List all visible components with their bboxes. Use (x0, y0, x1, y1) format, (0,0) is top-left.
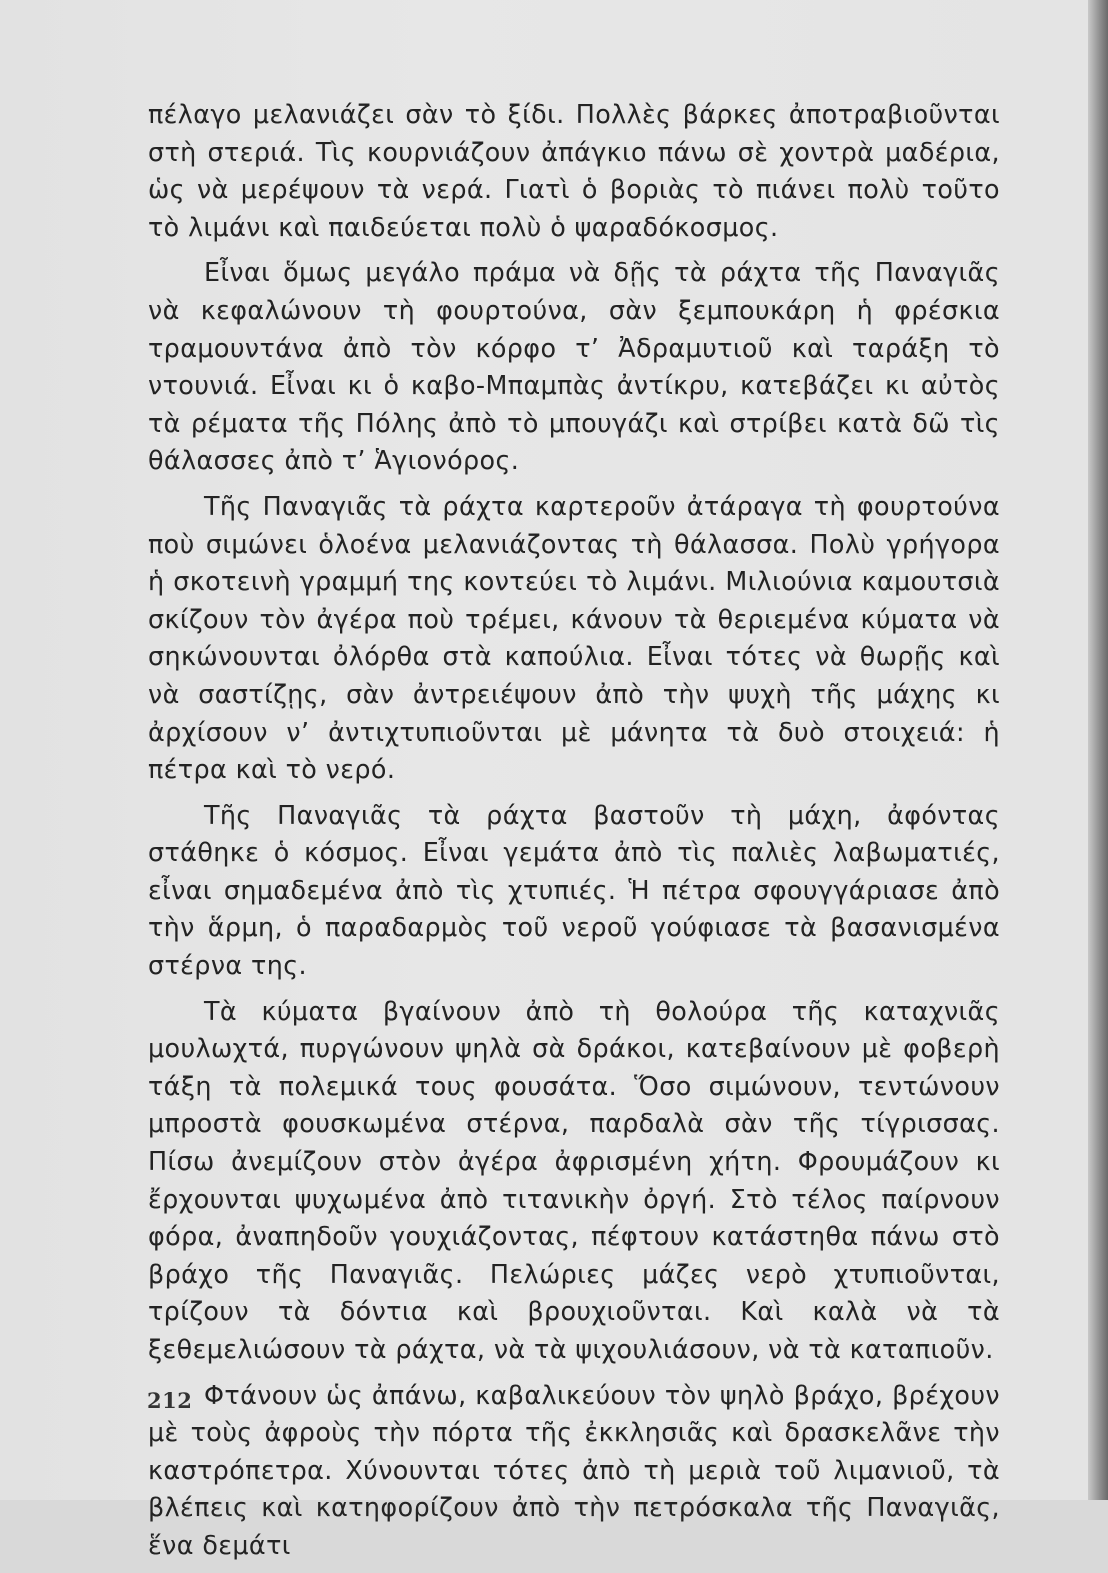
paragraph: Τὰ κύματα βγαίνουν ἀπὸ τὴ θολούρα τῆς καταχνιᾶς μουλωχτά, πυργώνουν ψηλὰ σὰ δράκοι, κατεβαίνουν μὲ φοβερὴ τάξη τὰ πολεμικά τους φουσάτα. Ὅσο σιμώνουν, τεντώνουν μπροστὰ φουσκωμένα στέρνα, παρδαλὰ σὰν τῆς τίγρισσας. Πίσω ἀνεμίζουν στὸν ἀγέρα ἀφρισμένη χήτη. Φρουμάζουν κι ἔρχουνται ψυχωμένα ἀπὸ τιτανικὴν ὀργή. Στὸ τέλος παίρνουν φόρα, ἀναπηδοῦν γουχιάζοντας, πέφτουν κατάστηθα πάνω στὸ βράχο τῆς Παναγιᾶς. Πελώριες μάζες νερὸ χτυπιοῦνται, τρίζουν τὰ δόντια καὶ βρουχιοῦνται. Καὶ καλὰ νὰ τὰ ξεθεμελιώσουν τὰ ράχτα, νὰ τὰ ψιχουλιάσουν, νὰ τὰ καταπιοῦν. (148, 995, 1000, 1364)
paragraph: πέλαγο μελανιάζει σὰν τὸ ξίδι. Πολλὲς βάρκες ἀποτραβιοῦνται στὴ στεριά. Τὶς κουρνιάζουν ἀπάγκιο πάνω σὲ χοντρὰ μαδέρια, ὡς νὰ μερέψουν τὰ νερά. Γιατὶ ὁ βοριὰς τὸ πιάνει πολὺ τοῦτο τὸ λιμάνι καὶ παιδεύεται πολὺ ὁ ψαραδόκοσμος. (148, 99, 1000, 242)
paragraph: Φτάνουν ὡς ἀπάνω, καβαλικεύουν τὸν ψηλὸ βράχο, βρέχουν μὲ τοὺς ἀφροὺς τὴν πόρτα τῆς ἐκκλησιᾶς καὶ δρασκελᾶνε τὴν καστρόπετρα. Χύνουνται τότες ἀπὸ τὴ μεριὰ τοῦ λιμανιοῦ, τὰ βλέπεις καὶ κατηφορίζουν ἀπὸ τὴν πετρόσκαλα τῆς Παναγιᾶς, ἕνα δεμάτι (148, 1379, 1000, 1560)
paragraph: Εἶναι ὅμως μεγάλο πράμα νὰ δῇς τὰ ράχτα τῆς Παναγιᾶς νὰ κεφαλώνουν τὴ φουρτούνα, σὰν ξεμπουκάρη ἡ φρέσκια τραμουντάνα ἀπὸ τὸν κόρφο τ’ Ἀδραμυτιοῦ καὶ ταράξη τὸ ντουνιά. Εἶναι κι ὁ καβο-Μπαμπὰς ἀντίκρυ, κατεβάζει κι αὐτὸς τὰ ρέματα τῆς Πόλης ἀπὸ τὸ μπουγάζι καὶ στρίβει κατὰ δῶ τὶς θάλασσες ἀπὸ τ’ Ἁγιονόρος. (148, 257, 1000, 476)
paragraph: Τῆς Παναγιᾶς τὰ ράχτα καρτεροῦν ἀτάραγα τὴ φουρτούνα ποὺ σιμώνει ὁλοένα μελανιάζοντας τὴ θάλασσα. Πολὺ γρήγορα ἡ σκοτεινὴ γραμμή της κοντεύει τὸ λιμάνι. Μιλιούνια καμουτσιὰ σκίζουν τὸν ἀγέρα ποὺ τρέμει, κάνουν τὰ θεριεμένα κύματα νὰ σηκώνουνται ὀλόρθα στὰ καπούλια. Εἶναι τότες νὰ θωρῇς καὶ νὰ σαστίζῃς, σὰν ἀντρειέψουν ἀπὸ τὴν ψυχὴ τῆς μάχης κι ἀρχίσουν ν’ ἀντιχτυπιοῦνται μὲ μάνητα τὰ δυὸ στοιχειά: ἡ πέτρα καὶ τὸ νερό. (148, 490, 1000, 785)
page-number: 212 (147, 1388, 193, 1413)
page-edge-shadow (1088, 0, 1108, 1500)
paragraph: Τῆς Παναγιᾶς τὰ ράχτα βαστοῦν τὴ μάχη, ἀφόντας στάθηκε ὁ κόσμος. Εἶναι γεμάτα ἀπὸ τὶς παλιὲς λαβωματιές, εἶναι σημαδεμένα ἀπὸ τὶς χτυπιές. Ἡ πέτρα σφουγγάριασε ἀπὸ τὴν ἅρμη, ὁ παραδαρμὸς τοῦ νεροῦ γούφιασε τὰ βασανισμένα στέρνα της. (148, 799, 1000, 981)
body-text (148, 96, 1000, 1573)
